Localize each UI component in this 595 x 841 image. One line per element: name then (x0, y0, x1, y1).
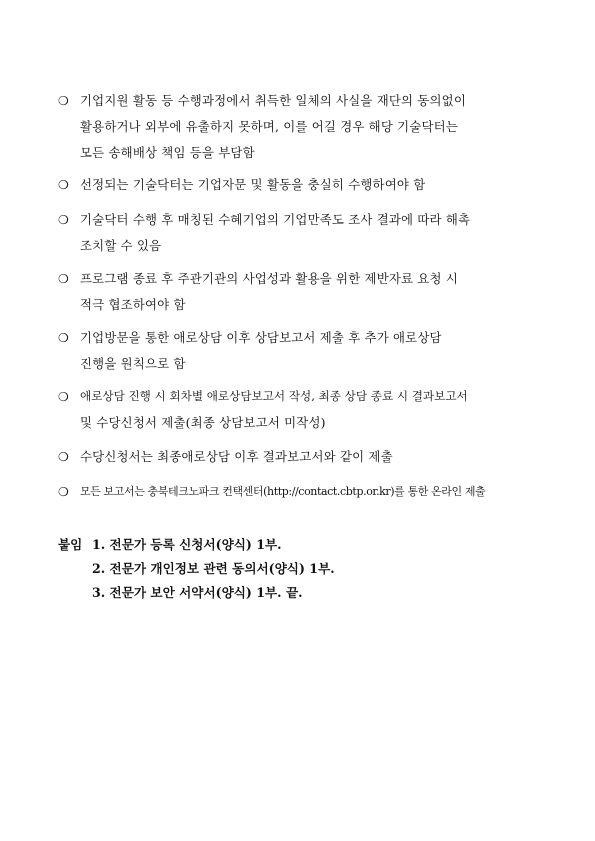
item-line: 기업방문을 통한 애로상담 이후 상담보고서 제출 후 추가 애로상담 (80, 330, 442, 345)
bullet-icon: ❍ (58, 450, 69, 464)
item-line: 수당신청서는 최종애로상담 이후 결과보고서와 같이 제출 (80, 449, 393, 464)
item-line: 애로상담 진행 시 회차별 애로상담보고서 작성, 최종 상담 종료 시 결과보고서 (80, 389, 468, 403)
item-line: 선정되는 기술닥터는 기업자문 및 활동을 충실히 수행하여야 함 (80, 177, 426, 192)
bullet-icon: ❍ (58, 94, 69, 108)
item-line: 모든 보고서는 충북테크노파크 컨택센터(http://contact.cbtp.or.kr)를 통한 온라인 제출 (80, 485, 486, 498)
bullet-icon: ❍ (58, 485, 69, 499)
bullet-icon: ❍ (58, 331, 69, 345)
attachment-entry: 2. 전문가 개인정보 관련 동의서(양식) 1부. (92, 561, 335, 576)
bullet-icon: ❍ (58, 272, 69, 286)
bullet-icon: ❍ (58, 213, 69, 227)
item-line: 기술닥터 수행 후 매칭된 수혜기업의 기업만족도 조사 결과에 따라 해촉 (80, 212, 471, 227)
item-line: 적극 협조하여야 함 (80, 297, 186, 312)
bullet-icon: ❍ (58, 178, 69, 192)
attachment-entry: 1. 전문가 등록 신청서(양식) 1부. (92, 537, 282, 552)
item-line: 프로그램 종료 후 주관기관의 사업성과 활용을 위한 제반자료 요청 시 (80, 271, 458, 286)
item-line: 활용하거나 외부에 유출하지 못하며, 이를 어길 경우 해당 기술닥터는 (80, 119, 458, 134)
attachment-entry: 3. 전문가 보안 서약서(양식) 1부. 끝. (92, 585, 303, 600)
item-line: 조치할 수 있음 (80, 238, 162, 253)
item-line: 모든 송해배상 책임 등을 부담함 (80, 145, 255, 160)
attachment-prefix: 붙임 (58, 537, 83, 552)
item-line: 진행을 원칙으로 함 (80, 356, 186, 371)
item-line: 기업지원 활동 등 수행과정에서 취득한 일체의 사실을 재단의 동의없이 (80, 93, 467, 108)
item-line: 및 수당신청서 제출(최종 상담보고서 미작성) (80, 415, 326, 430)
bullet-icon: ❍ (58, 390, 69, 404)
